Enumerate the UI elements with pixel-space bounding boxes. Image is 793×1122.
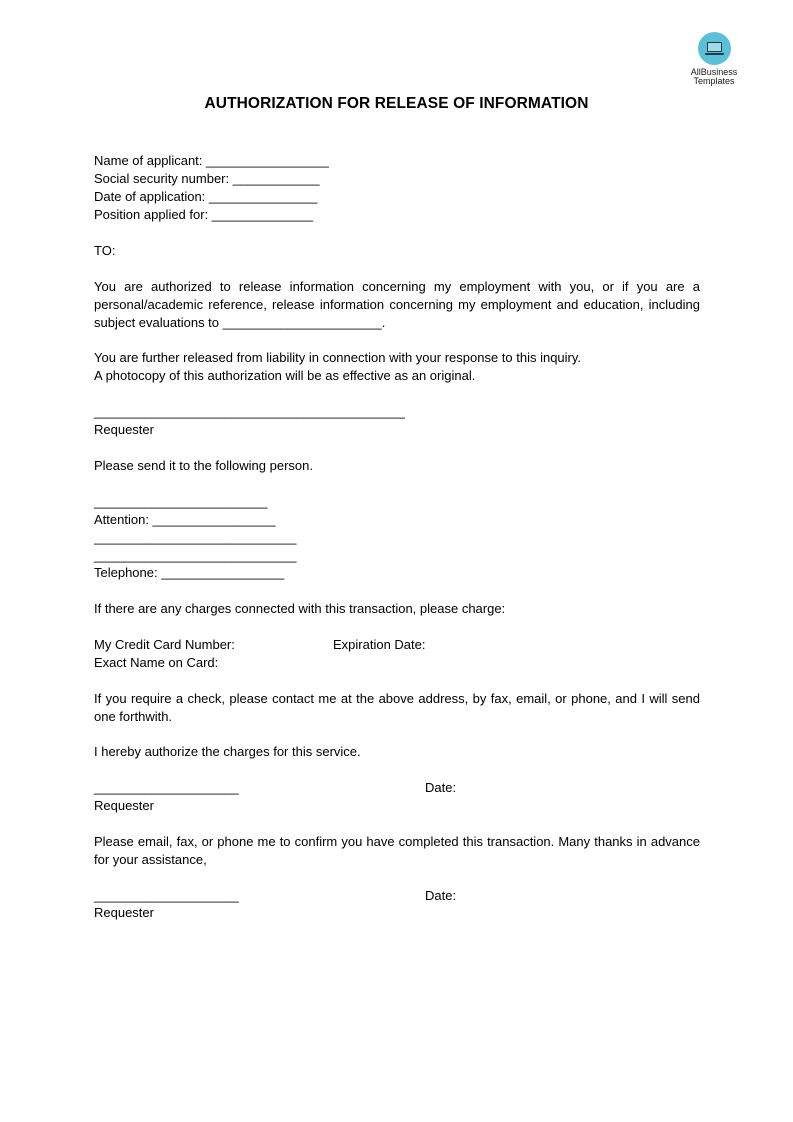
authorization-paragraph: You are authorized to release information concerning my employment with you, or if you are a personal/academic reference, release information concerning my employment and education, including subject evaluations to ______________________. xyxy=(94,279,700,330)
check-paragraph: If you require a check, please contact me at the above address, by fax, email, or phone, and I will send one forthwith. xyxy=(94,691,700,724)
charges-requester-label: Requester xyxy=(94,798,154,813)
final-signature-line[interactable]: ____________________ xyxy=(94,888,239,903)
name-on-card-label: Exact Name on Card: xyxy=(94,655,219,670)
logo-line-2: Templates xyxy=(693,76,735,86)
applicant-name-field[interactable]: Name of applicant: _________________ xyxy=(94,153,329,168)
expiration-label: Expiration Date: xyxy=(333,637,426,652)
position-field[interactable]: Position applied for: ______________ xyxy=(94,207,314,222)
document-title: AUTHORIZATION FOR RELEASE OF INFORMATION xyxy=(204,95,589,112)
address-line-2[interactable]: ____________________________ xyxy=(94,530,297,545)
authorize-text: I hereby authorize the charges for this service. xyxy=(94,744,361,759)
address-line-1[interactable]: ________________________ xyxy=(94,494,268,509)
charges-date-label: Date: xyxy=(425,780,457,795)
final-date-label: Date: xyxy=(425,888,457,903)
brand-logo xyxy=(682,32,746,86)
credit-card-label: My Credit Card Number: xyxy=(94,637,235,652)
release-line-1: You are further released from liability in connection with your response to this inquiry. xyxy=(94,350,582,365)
address-line-3[interactable]: ____________________________ xyxy=(94,548,297,563)
logo-text xyxy=(682,68,746,86)
telephone-field[interactable]: Telephone: _________________ xyxy=(94,565,285,580)
application-date-field[interactable]: Date of application: _______________ xyxy=(94,189,318,204)
requester-signature-line[interactable]: ___________________________________________ xyxy=(94,404,405,419)
attention-field[interactable]: Attention: _________________ xyxy=(94,512,276,527)
to-label: TO: xyxy=(94,243,116,258)
ssn-field[interactable]: Social security number: ____________ xyxy=(94,171,320,186)
release-line-2: A photocopy of this authorization will be as effective as an original. xyxy=(94,368,476,383)
requester-label: Requester xyxy=(94,422,154,437)
charges-signature-line[interactable]: ____________________ xyxy=(94,780,239,795)
final-requester-label: Requester xyxy=(94,905,154,920)
laptop-icon xyxy=(698,32,731,65)
confirm-paragraph: Please email, fax, or phone me to confirm you have completed this transaction. Many thanks in advance for your assistance, xyxy=(94,834,700,867)
charges-text: If there are any charges connected with this transaction, please charge: xyxy=(94,601,506,616)
logo-line-1: AllBusiness xyxy=(690,67,738,77)
send-to-text: Please send it to the following person. xyxy=(94,458,313,473)
